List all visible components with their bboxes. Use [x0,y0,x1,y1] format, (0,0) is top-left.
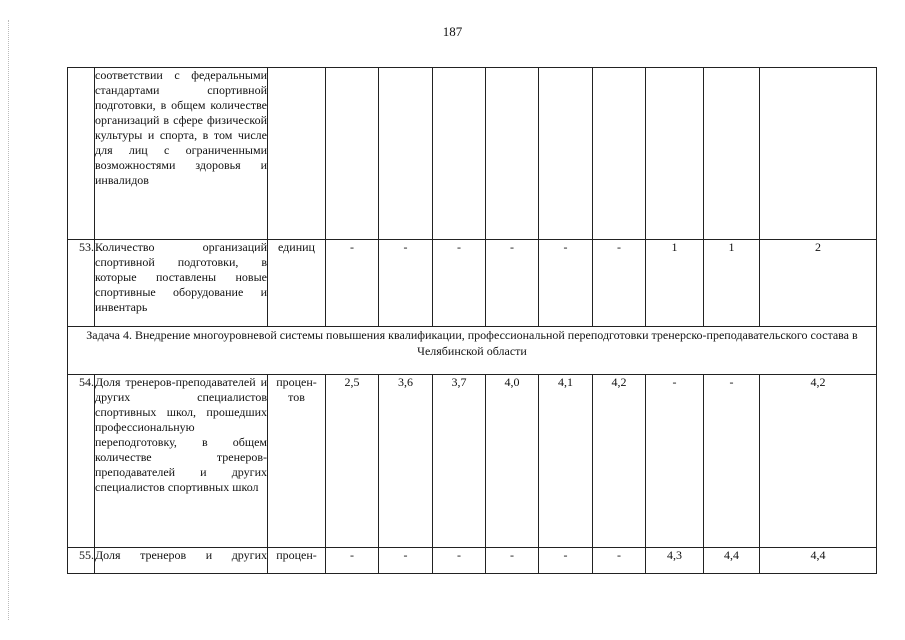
value-cell: 4,1 [539,375,593,548]
row-number-cell [68,68,95,240]
value-cell: 4,4 [760,548,877,574]
row-number: 55. [68,548,95,574]
page-number: 187 [442,24,463,39]
indicator-description: Доля тренеров и других [95,548,268,574]
value-cell: 4,2 [760,375,877,548]
value-cell [593,68,646,240]
value-cell: 4,0 [486,375,539,548]
value-cell: - [486,548,539,574]
value-cell: 2 [760,240,877,327]
indicator-description: Количество организаций спортивной подготовки, в которые поставлены новые спортивные оборудование и инвентарь [95,240,268,327]
unit-cell: процен-тов [268,375,326,548]
value-cell: - [539,240,593,327]
value-cell [433,68,486,240]
value-cell [486,68,539,240]
value-cell: - [326,548,379,574]
unit-cell [268,68,326,240]
task-4-heading: Задача 4. Внедрение многоуровневой системы повышения квалификации, профессиональной переподготовки тренерско-преподавательского состава в Челябинской области [68,327,877,375]
value-cell: 4,3 [646,548,704,574]
indicators-table [67,67,877,574]
row-number: 53. [68,240,95,327]
task-row [68,327,877,375]
value-cell [704,68,760,240]
value-cell: 3,6 [379,375,433,548]
unit-cell: процен- [268,548,326,574]
table-row-continued [68,68,877,240]
indicator-description: Доля тренеров-преподавателей и других специалистов спортивных школ, прошедших профессиональную переподготовку, в общем количестве тренеров-преподавателей и других специалистов спортивных школ [95,375,268,548]
value-cell [539,68,593,240]
row-number: 54. [68,375,95,548]
left-margin-line [8,20,9,620]
value-cell: - [539,548,593,574]
value-cell [326,68,379,240]
unit-cell: единиц [268,240,326,327]
table-row-53 [68,240,877,327]
value-cell [646,68,704,240]
value-cell [379,68,433,240]
value-cell: - [326,240,379,327]
value-cell: 2,5 [326,375,379,548]
indicator-description: соответствии с федеральными стандартами спортивной подготовки, в общем количестве организаций в сфере физической культуры и спорта, в том числе для лиц с ограниченными возможностями здоровья и инвалидов [95,68,268,240]
value-cell: - [433,548,486,574]
value-cell: - [486,240,539,327]
value-cell: 1 [646,240,704,327]
value-cell: 1 [704,240,760,327]
value-cell: 4,4 [704,548,760,574]
value-cell: - [646,375,704,548]
table-row-54 [68,375,877,548]
value-cell: - [433,240,486,327]
value-cell [760,68,877,240]
table-row-55 [68,548,877,574]
value-cell: - [379,240,433,327]
value-cell: 3,7 [433,375,486,548]
value-cell: - [593,240,646,327]
value-cell: - [379,548,433,574]
value-cell: - [593,548,646,574]
value-cell: 4,2 [593,375,646,548]
value-cell: - [704,375,760,548]
